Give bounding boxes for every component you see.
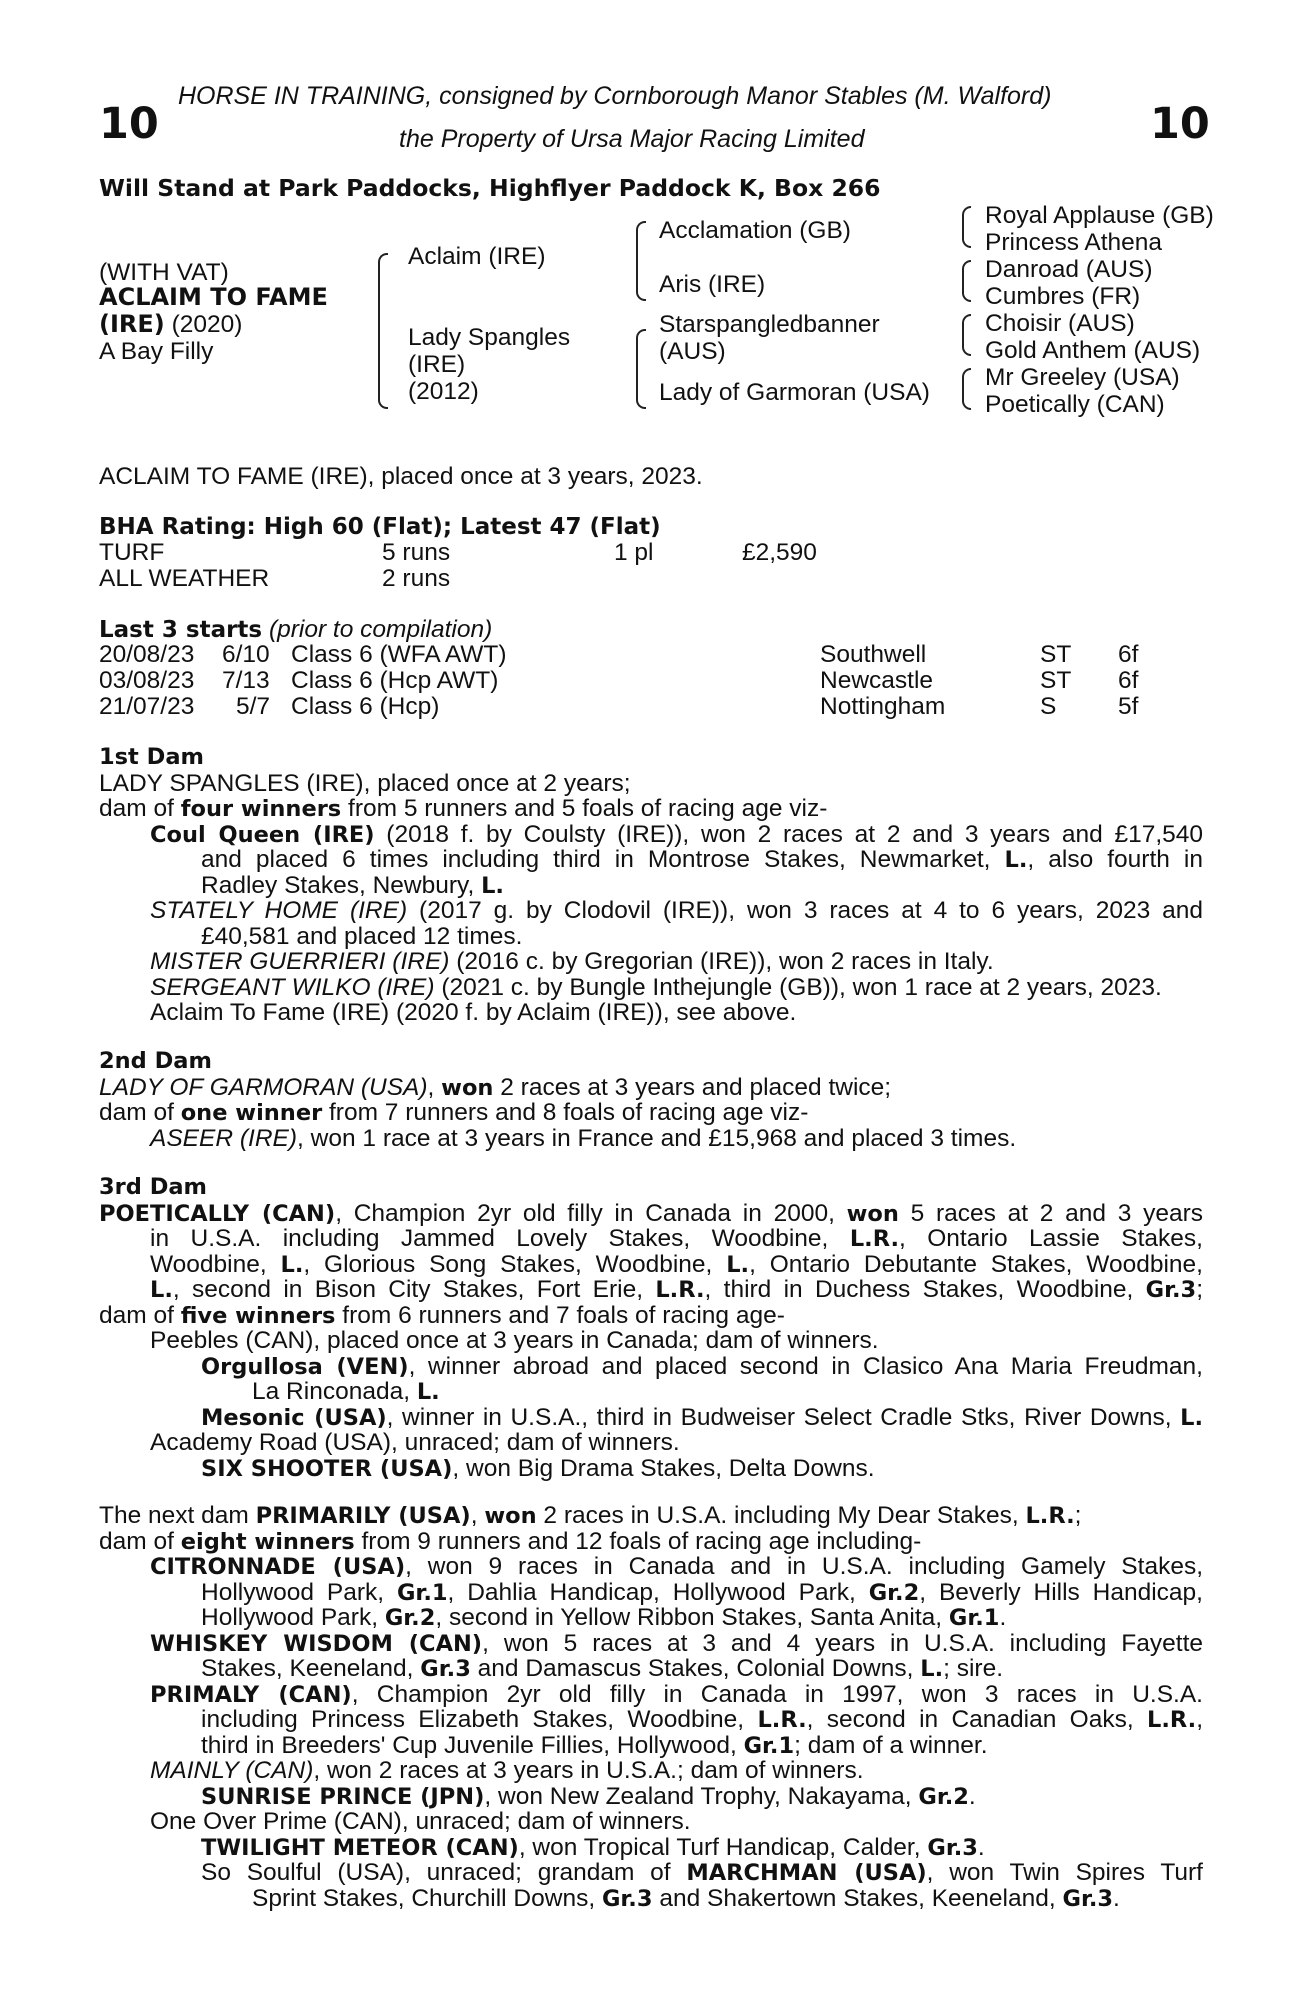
coul-queen-line2: and placed 6 times including third in Montrose Stakes, Newmarket, L., also fourth in bbox=[201, 846, 1203, 873]
pedigree-brace-g3-2 bbox=[962, 260, 971, 302]
primaly-line1: PRIMALY (CAN), Champion 2yr old filly in Canada in 1997, won 3 races in U.S.A. bbox=[150, 1680, 1203, 1708]
dam-sire-line2: (AUS) bbox=[659, 338, 726, 365]
last-starts-note: (prior to compilation) bbox=[268, 616, 493, 643]
lot-number-left: 10 bbox=[99, 99, 159, 149]
g3-4: Cumbres (FR) bbox=[985, 283, 1141, 310]
pedigree-brace-gen1 bbox=[378, 253, 388, 409]
next-dam-produce-line: dam of eight winners from 9 runners and 12 foals of racing age including- bbox=[99, 1527, 922, 1555]
citronnade-line1: CITRONNADE (USA), won 9 races in Canada and in U.S.A. including Gamely Stakes, bbox=[150, 1553, 1204, 1580]
coul-queen-line1: Coul Queen (IRE) (2018 f. by Coulsty (IRE)), won 2 races at 2 and 3 years and £17,540 bbox=[150, 820, 1204, 848]
g3-6: Gold Anthem (AUS) bbox=[985, 337, 1201, 364]
stately-home-line2: £40,581 and placed 12 times. bbox=[201, 922, 523, 950]
rating-runs: 5 runs bbox=[382, 539, 451, 566]
start-race: Class 6 (WFA AWT) bbox=[291, 641, 507, 668]
dam-sire-line1: Starspangledbanner bbox=[659, 311, 880, 338]
sire-dam: Aris (IRE) bbox=[659, 271, 766, 298]
academy-road-line: Academy Road (USA), unraced; dam of winners. bbox=[150, 1429, 680, 1456]
start-position: 6/10 bbox=[222, 641, 270, 668]
twilight-meteor-line: TWILIGHT METEOR (CAN), won Tropical Turf Handicap, Calder, Gr.3. bbox=[201, 1833, 985, 1861]
horse-origin-year bbox=[99, 312, 242, 338]
whiskey-wisdom-line2: Stakes, Keeneland, Gr.3 and Damascus Stakes, Colonial Downs, L.; sire. bbox=[201, 1655, 1004, 1682]
summary-line: ACLAIM TO FAME (IRE), placed once at 3 years, 2023. bbox=[99, 463, 703, 490]
third-dam-produce-line: dam of five winners from 6 runners and 7 foals of racing age- bbox=[99, 1301, 785, 1329]
sergeant-wilko-line: SERGEANT WILKO (IRE) (2021 c. by Bungle Inthejungle (GB)), won 1 race at 2 years, 2023. bbox=[150, 973, 1162, 1001]
first-dam-produce-line: dam of four winners from 5 runners and 5 foals of racing age viz- bbox=[99, 795, 828, 822]
next-dam-section bbox=[99, 1503, 1203, 1911]
start-course: Nottingham bbox=[820, 693, 946, 720]
dam-dam: Lady of Garmoran (USA) bbox=[659, 379, 930, 406]
consignor-line: HORSE IN TRAINING, consigned by Cornborough Manor Stables (M. Walford) bbox=[178, 82, 1052, 110]
sire: Aclaim (IRE) bbox=[408, 243, 546, 270]
g3-8: Poetically (CAN) bbox=[985, 391, 1165, 418]
rating-runs: 2 runs bbox=[382, 565, 451, 592]
citronnade-line2: Hollywood Park, Gr.1, Dahlia Handicap, Hollywood Park, Gr.2, Beverly Hills Handicap, bbox=[201, 1578, 1203, 1606]
first-dam-section bbox=[99, 745, 1203, 1026]
start-position: 7/13 bbox=[222, 667, 270, 694]
rating-title: BHA Rating: High 60 (Flat); Latest 47 (Flat) bbox=[99, 514, 661, 540]
pedigree-brace-g3-3 bbox=[962, 314, 971, 356]
dam-line2: (IRE) bbox=[408, 351, 466, 378]
pedigree-brace-g3-1 bbox=[962, 206, 971, 248]
primaly-line3: third in Breeders' Cup Juvenile Fillies, Hollywood, Gr.1; dam of a winner. bbox=[201, 1731, 988, 1759]
sunrise-prince-line: SUNRISE PRINCE (JPN), won New Zealand Trophy, Nakayama, Gr.2. bbox=[201, 1782, 976, 1810]
second-dam-section bbox=[99, 1049, 1203, 1151]
start-going: S bbox=[1040, 693, 1057, 720]
second-dam-heading: 2nd Dam bbox=[99, 1048, 212, 1074]
mister-guerrieri-line: MISTER GUERRIERI (IRE) (2016 c. by Gregorian (IRE)), won 2 races in Italy. bbox=[150, 948, 994, 975]
pedigree-brace-dam bbox=[636, 329, 646, 409]
dam-line3: (2012) bbox=[408, 378, 479, 405]
rating-placings: 1 pl bbox=[614, 539, 654, 566]
dam-line1: Lady Spangles bbox=[408, 324, 571, 351]
start-distance: 6f bbox=[1118, 641, 1139, 668]
aseer-line: ASEER (IRE), won 1 race at 3 years in France and £15,968 and placed 3 times. bbox=[150, 1124, 1017, 1152]
horse-year: (2020) bbox=[171, 311, 243, 338]
start-race: Class 6 (Hcp) bbox=[291, 693, 440, 720]
g3-2: Princess Athena bbox=[985, 229, 1163, 256]
citronnade-line3: Hollywood Park, Gr.2, second in Yellow Ribbon Stakes, Santa Anita, Gr.1. bbox=[201, 1604, 1007, 1631]
third-dam-heading: 3rd Dam bbox=[99, 1174, 207, 1200]
poetically-line4: L., second in Bison City Stakes, Fort Erie, L.R., third in Duchess Stakes, Woodbine, Gr.3; bbox=[150, 1276, 1203, 1303]
start-date: 20/08/23 bbox=[99, 641, 195, 668]
so-soulful-line2: Sprint Stakes, Churchill Downs, Gr.3 and Shakertown Stakes, Keeneland, Gr.3. bbox=[252, 1884, 1120, 1912]
poetically-line3: Woodbine, L., Glorious Song Stakes, Woodbine, L., Ontario Debutante Stakes, Woodbine, bbox=[150, 1250, 1203, 1278]
primaly-line2: including Princess Elizabeth Stakes, Woodbine, L.R., second in Canadian Oaks, L.R., bbox=[201, 1706, 1203, 1733]
rating-surface: ALL WEATHER bbox=[99, 565, 270, 592]
sire-sire: Acclamation (GB) bbox=[659, 217, 851, 244]
rating-earnings: £2,590 bbox=[742, 539, 817, 566]
horse-name: ACLAIM TO FAME bbox=[99, 283, 328, 311]
g3-5: Choisir (AUS) bbox=[985, 310, 1135, 337]
start-distance: 5f bbox=[1118, 693, 1139, 720]
peebles-line: Peebles (CAN), placed once at 3 years in Canada; dam of winners. bbox=[150, 1327, 879, 1354]
stand-line: Will Stand at Park Paddocks, Highflyer Paddock K, Box 266 bbox=[99, 174, 881, 202]
next-dam-line: The next dam PRIMARILY (USA), won 2 races in U.S.A. including My Dear Stakes, L.R.; bbox=[99, 1502, 1082, 1529]
start-course: Southwell bbox=[820, 641, 927, 668]
stately-home-line1: STATELY HOME (IRE) (2017 g. by Clodovil (IRE)), won 3 races at 4 to 6 years, 2023 and bbox=[150, 897, 1204, 924]
last-starts-title: Last 3 starts bbox=[99, 617, 263, 643]
property-line: the Property of Ursa Major Racing Limited bbox=[399, 125, 865, 153]
poetically-line2: in U.S.A. including Jammed Lovely Stakes, Woodbine, L.R., Ontario Lassie Stakes, bbox=[150, 1225, 1203, 1252]
poetically-line1: POETICALLY (CAN), Champion 2yr old filly in Canada in 2000, won 5 races at 2 and 3 years bbox=[99, 1199, 1203, 1227]
second-dam-line: LADY OF GARMORAN (USA), won 2 races at 3 years and placed twice; bbox=[99, 1073, 892, 1101]
horse-origin: (IRE) bbox=[99, 310, 165, 338]
start-going: ST bbox=[1040, 641, 1072, 668]
coul-queen-line3: Radley Stakes, Newbury, L. bbox=[201, 871, 504, 899]
one-over-prime-line: One Over Prime (CAN), unraced; dam of winners. bbox=[150, 1808, 691, 1835]
vat-label: (WITH VAT) bbox=[99, 259, 229, 286]
start-position: 5/7 bbox=[236, 693, 271, 720]
g3-1: Royal Applause (GB) bbox=[985, 202, 1214, 229]
pedigree-brace-g3-4 bbox=[962, 368, 971, 410]
second-dam-produce-line: dam of one winner from 7 runners and 8 foals of racing age viz- bbox=[99, 1099, 809, 1126]
start-distance: 6f bbox=[1118, 667, 1139, 694]
g3-7: Mr Greeley (USA) bbox=[985, 364, 1180, 391]
start-race: Class 6 (Hcp AWT) bbox=[291, 667, 499, 694]
orgullosa-line1: Orgullosa (VEN), winner abroad and placed second in Clasico Ana Maria Freudman, bbox=[201, 1352, 1203, 1380]
so-soulful-line1: So Soulful (USA), unraced; grandam of MARCHMAN (USA), won Twin Spires Turf bbox=[201, 1859, 1203, 1886]
start-date: 03/08/23 bbox=[99, 667, 195, 694]
g3-3: Danroad (AUS) bbox=[985, 256, 1153, 283]
orgullosa-line2: La Rinconada, L. bbox=[252, 1378, 440, 1405]
mesonic-line: Mesonic (USA), winner in U.S.A., third in Budweiser Select Cradle Stks, River Downs, L. bbox=[201, 1403, 1204, 1431]
start-going: ST bbox=[1040, 667, 1072, 694]
first-dam-line: LADY SPANGLES (IRE), placed once at 2 years; bbox=[99, 769, 631, 797]
aclaim-to-fame-line: Aclaim To Fame (IRE) (2020 f. by Aclaim (IRE)), see above. bbox=[150, 999, 797, 1026]
lot-number-right: 10 bbox=[1150, 99, 1210, 149]
last-starts-heading bbox=[99, 617, 492, 644]
start-course: Newcastle bbox=[820, 667, 934, 694]
rating-surface: TURF bbox=[99, 539, 165, 566]
horse-description: A Bay Filly bbox=[99, 338, 214, 365]
whiskey-wisdom-line1: WHISKEY WISDOM (CAN), won 5 races at 3 and 4 years in U.S.A. including Fayette bbox=[150, 1629, 1203, 1657]
third-dam-section bbox=[99, 1175, 1203, 1481]
first-dam-heading: 1st Dam bbox=[99, 744, 204, 770]
mainly-line: MAINLY (CAN), won 2 races at 3 years in U.S.A.; dam of winners. bbox=[150, 1757, 864, 1784]
six-shooter-line: SIX SHOOTER (USA), won Big Drama Stakes, Delta Downs. bbox=[201, 1454, 875, 1482]
start-date: 21/07/23 bbox=[99, 693, 195, 720]
pedigree-brace-sire bbox=[636, 221, 646, 301]
